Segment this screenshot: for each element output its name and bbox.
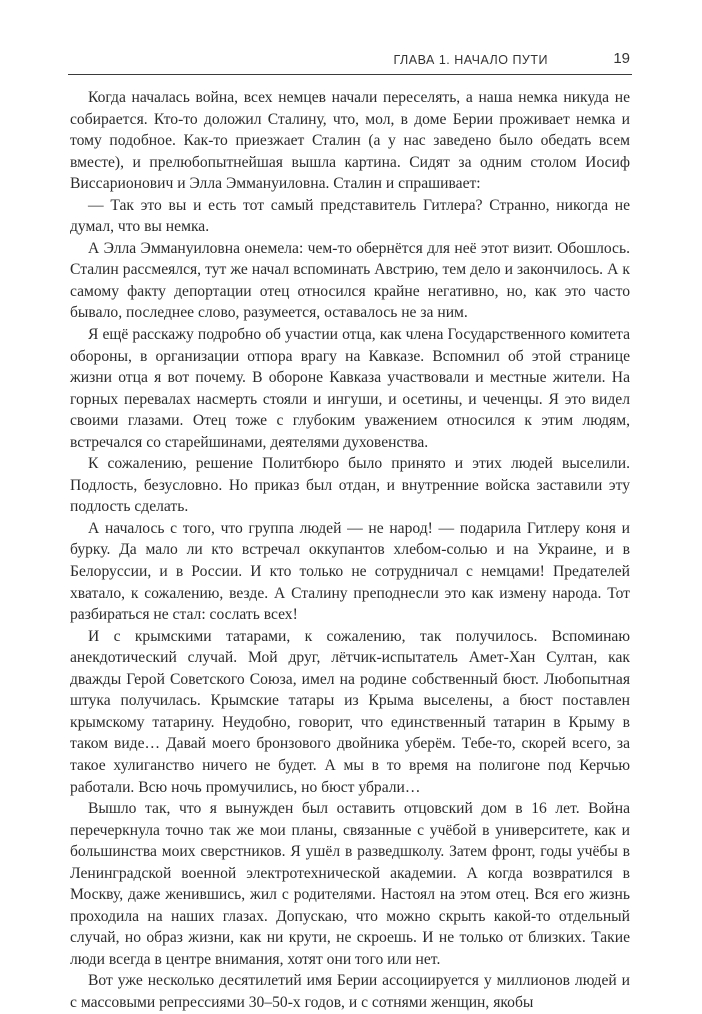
paragraph-5: К сожалению, решение Политбюро было принято и этих людей выселили. Подлость, безусловно. Но приказ был отдан, и внутренние войска заставили эту подлость сделать. bbox=[70, 455, 630, 516]
paragraph-1: Когда началась война, всех немцев начали переселять, а наша немка никуда не собирается. Кто-то доложил Сталину, что, мол, в доме Берии проживает немка и тому подобное. Как-то приезжает Сталин (а у нас заведено было обедать всем вместе), и прелюбопытнейшая вышла картина. Сидят за одним столом Иосиф Виссарионович и Элла Эммануиловна. Сталин и спрашивает: bbox=[70, 89, 630, 193]
paragraph-3: А Элла Эммануиловна онемела: чем-то обернётся для неё этот визит. Обошлось. Сталин рассмеялся, тут же начал вспоминать Австрию, тем дело и закончилось. А к самому факту депортации отец относился крайне негативно, но, как это часто бывало, последнее слово, разумеется, оставалось не за ним. bbox=[70, 239, 630, 322]
paragraph-4: Я ещё расскажу подробно об участии отца, как члена Государственного комитета обороны, в организации отпора врагу на Кавказе. Вспомнил об этой странице жизни отца я вот почему. В обороне Кавказа участвовали и местные жители. На горных перевалах насмерть стояли и ингуши, и осетины, и чеченцы. Я это видел своими глазами. Отец тоже с глубоким уважением относился к этим людям, встречался со старейшинами, деятелями духовенства. bbox=[70, 326, 630, 451]
paragraph-7: И с крымскими татарами, к сожалению, так получилось. Вспоминаю анекдотический случай. Мой друг, лётчик-испытатель Амет-Хан Султан, как дважды Герой Советского Союза, имел на родине собственный бюст. Любопытная штука получилась. Крымские татары из Крыма выселены, а бюст поставлен крымскому татарину. Неудобно, говорит, что единственный татарин в Крыму в таком виде… Давай моего бронзового двойника уберём. Тебе-то, скорей всего, за такое хулиганство ничего не будет. А мы в то время на полигоне под Керчью работали. Всю ночь промучились, но бюст убрали… bbox=[70, 627, 630, 796]
paragraph-6: А началось с того, что группа людей — не народ! — подарила Гитлеру коня и бурку. Да мало ли кто встречал оккупантов хлебом-солью и на Украине, и в Белоруссии, и в России. И кто только не сотрудничал с немцами! Предателей хватало, к сожалению, везде. А Сталину преподнесли это как измену народа. Тот разбираться не стал: сослать всех! bbox=[70, 519, 630, 624]
body-text bbox=[70, 87, 630, 1014]
paragraph-8: Вышло так, что я вынужден был оставить отцовский дом в 16 лет. Война перечеркнула точно так же мои планы, связанные с учёбой в университете, как и большинства моих сверстников. Я ушёл в разведшколу. Затем фронт, годы учёбы в Ленинградской военной электротехнической академии. А когда возвратился в Москву, даже женившись, жил с родителями. Настоял на этом отец. Вся его жизнь проходила на наших глазах. Допускаю, что можно скрыть какой-то отдельный случай, но образ жизни, как ни крути, не скроешь. И не только от близких. Такие люди всегда в центре внимания, хотят они того или нет. bbox=[70, 800, 630, 968]
paragraph-9: Вот уже несколько десятилетий имя Берии ассоциируется у миллионов людей и с массовыми репрессиями 30–50-х годов, и с сотнями женщин, якобы bbox=[70, 972, 630, 1011]
running-header bbox=[68, 50, 632, 75]
chapter-title: ГЛАВА 1. НАЧАЛО ПУТИ bbox=[393, 53, 548, 67]
paragraph-2: — Так это вы и есть тот самый представитель Гитлера? Странно, никогда не думал, что вы немка. bbox=[70, 196, 630, 236]
page-number: 19 bbox=[613, 50, 630, 67]
